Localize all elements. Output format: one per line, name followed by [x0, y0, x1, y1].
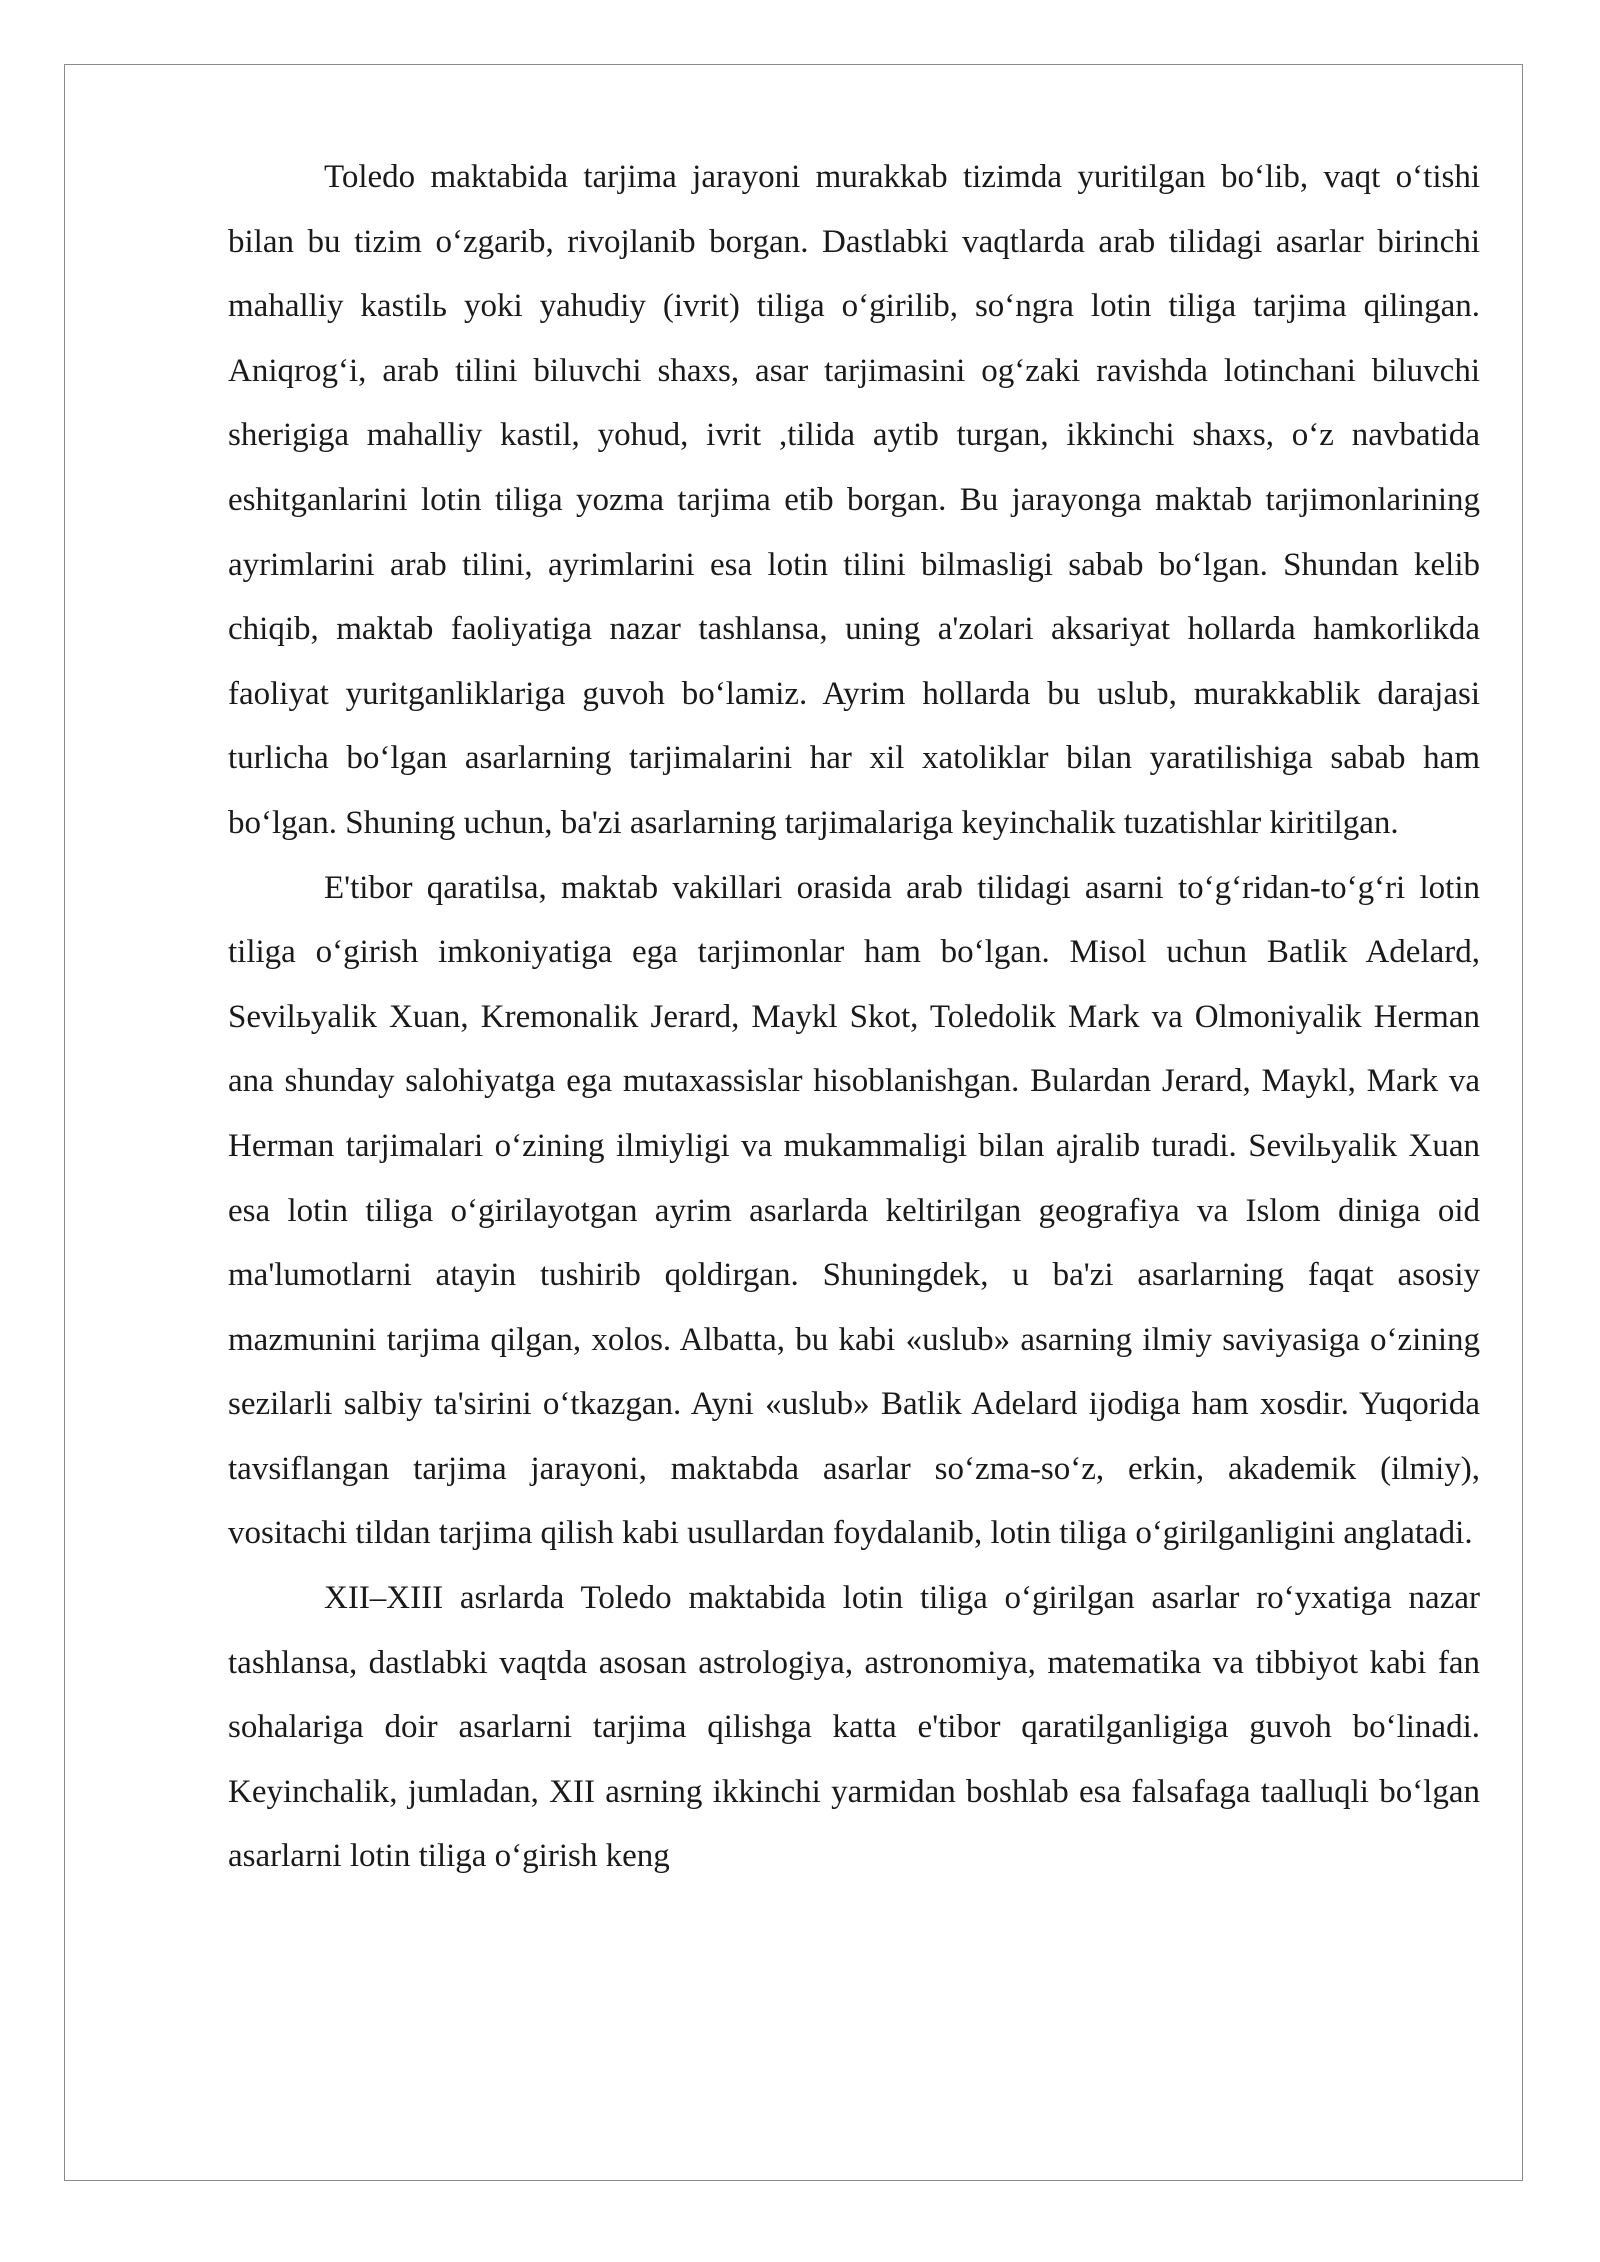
paragraph: XII–XIII asrlarda Toledo maktabida lotin tiliga o‘girilgan asarlar ro‘yxatiga nazar tashlansa, dastlabki vaqtda asosan astrologiya, astronomiya, matematika va tibbiyot kabi fan sohalariga doir asarlarni tarjima qilishga katta e'tibor qaratilganligiga guvoh bo‘linadi. Keyinchalik, jumladan, XII asrning ikkinchi yarmidan boshlab esa falsafaga taalluqli bo‘lgan asarlarni lotin tiliga o‘girish keng	[228, 1580, 1480, 1875]
document-body	[228, 145, 1480, 1889]
paragraph: Toledo maktabida tarjima jarayoni murakkab tizimda yuritilgan bo‘lib, vaqt o‘tishi bilan bu tizim o‘zgarib, rivojlanib borgan. Dastlabki vaqtlarda arab tilidagi asarlar birinchi mahalliy kastilь yoki yahudiy (ivrit) tiliga o‘girilib, so‘ngra lotin tiliga tarjima qilingan. Aniqrog‘i, arab tilini biluvchi shaxs, asar tarjimasini og‘zaki ravishda lotinchani biluvchi sherigiga mahalliy kastil, yohud, ivrit ,tilida aytib turgan, ikkinchi shaxs, o‘z navbatida eshitganlarini lotin tiliga yozma tarjima etib borgan. Bu jarayonga maktab tarjimonlarining ayrimlarini arab tilini, ayrimlarini esa lotin tilini bilmasligi sabab bo‘lgan. Shundan kelib chiqib, maktab faoliyatiga nazar tashlansa, uning a'zolari aksariyat hollarda hamkorlikda faoliyat yuritganliklariga guvoh bo‘lamiz. Ayrim hollarda bu uslub, murakkablik darajasi turlicha bo‘lgan asarlarning tarjimalarini har xil xatoliklar bilan yaratilishiga sabab ham bo‘lgan. Shuning uchun, ba'zi asarlarning tarjimalariga keyinchalik tuzatishlar kiritilgan.	[228, 159, 1480, 841]
paragraph: E'tibor qaratilsa, maktab vakillari orasida arab tilidagi asarni to‘g‘ridan-to‘g‘ri lotin tiliga o‘girish imkoniyatiga ega tarjimonlar ham bo‘lgan. Misol uchun Batlik Adelard, Sevilьyalik Xuan, Kremonalik Jerard, Maykl Skot, Toledolik Mark va Olmoniyalik Herman ana shunday salohiyatga ega mutaxassislar hisoblanishgan. Bulardan Jerard, Maykl, Mark va Herman tarjimalari o‘zining ilmiyligi va mukammaligi bilan ajralib turadi. Sevilьyalik Xuan esa lotin tiliga o‘girilayotgan ayrim asarlarda keltirilgan geografiya va Islom diniga oid ma'lumotlarni atayin tushirib qoldirgan. Shuningdek, u ba'zi asarlarning faqat asosiy mazmunini tarjima qilgan, xolos. Albatta, bu kabi «uslub» asarning ilmiy saviyasiga o‘zining sezilarli salbiy ta'sirini o‘tkazgan. Ayni «uslub» Batlik Adelard ijodiga ham xosdir. Yuqorida tavsiflangan tarjima jarayoni, maktabda asarlar so‘zma-so‘z, erkin, akademik (ilmiy), vositachi tildan tarjima qilish kabi usullardan foydalanib, lotin tiliga o‘girilganligini anglatadi.	[228, 869, 1480, 1552]
